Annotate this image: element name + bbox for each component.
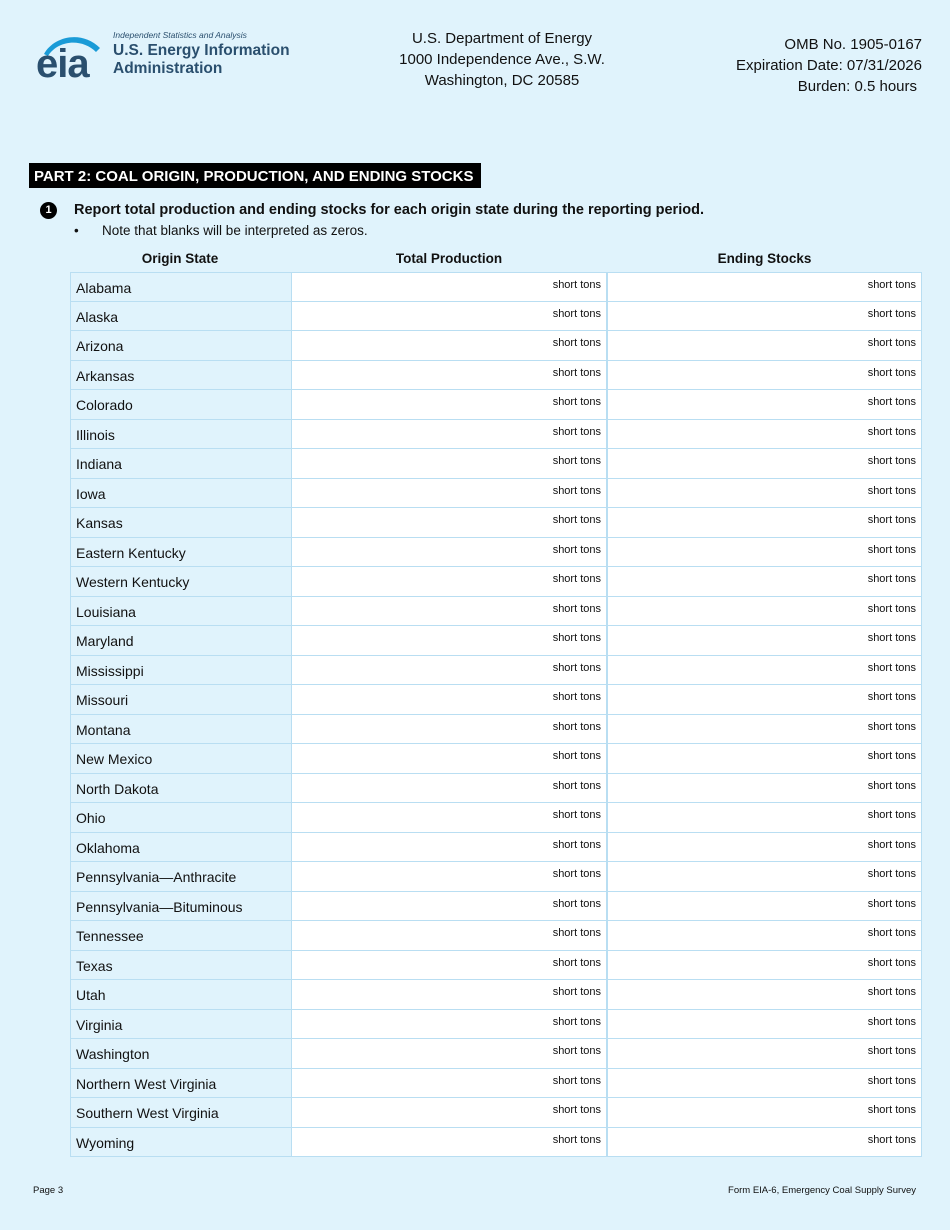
origin-state-label: Colorado <box>70 390 291 420</box>
unit-label: short tons <box>552 455 601 467</box>
ending-stocks-input[interactable] <box>607 715 922 745</box>
unit-label: short tons <box>867 396 916 408</box>
ending-stocks-input[interactable] <box>607 449 922 479</box>
ending-stocks-input[interactable] <box>607 302 922 332</box>
unit-label: short tons <box>552 897 601 910</box>
table-row <box>70 656 922 686</box>
unit-label: short tons <box>552 1074 601 1087</box>
table-row <box>70 862 922 892</box>
total-production-input[interactable] <box>291 685 607 715</box>
unit-label: short tons <box>552 337 601 349</box>
table-row <box>70 331 922 361</box>
ending-stocks-input[interactable] <box>607 420 922 450</box>
unit-label: short tons <box>552 868 601 880</box>
ending-stocks-input[interactable] <box>607 833 922 863</box>
unit-label: short tons <box>867 455 916 467</box>
ending-stocks-input[interactable] <box>607 1128 922 1158</box>
origin-state-label: Pennsylvania—Anthracite <box>70 862 291 892</box>
total-production-input[interactable] <box>291 390 607 420</box>
unit-label: short tons <box>552 514 601 526</box>
table-row <box>70 803 922 833</box>
unit-label: short tons <box>552 986 601 998</box>
ending-stocks-input[interactable] <box>607 951 922 981</box>
origin-state-label: Southern West Virginia <box>70 1098 291 1128</box>
form-name: Form EIA-6, Emergency Coal Supply Survey <box>728 1185 916 1196</box>
unit-label: short tons <box>552 720 601 733</box>
ending-stocks-input[interactable] <box>607 479 922 509</box>
unit-label: short tons <box>552 691 601 703</box>
address-line2: 1000 Independence Ave., S.W. <box>399 51 605 68</box>
total-production-input[interactable] <box>291 951 607 981</box>
table-row <box>70 597 922 627</box>
unit-label: short tons <box>867 720 916 733</box>
agency-address <box>352 28 652 91</box>
unit-label: short tons <box>552 779 601 792</box>
unit-label: short tons <box>867 366 916 379</box>
total-production-input[interactable] <box>291 774 607 804</box>
unit-label: short tons <box>552 1045 601 1057</box>
origin-state-label: Maryland <box>70 626 291 656</box>
table-row <box>70 715 922 745</box>
ending-stocks-input[interactable] <box>607 331 922 361</box>
table-row <box>70 951 922 981</box>
table-row <box>70 892 922 922</box>
ending-stocks-input[interactable] <box>607 538 922 568</box>
table-row <box>70 980 922 1010</box>
omb-number: OMB No. 1905-0167 <box>784 36 922 53</box>
logo-tagline: Independent Statistics and Analysis <box>113 30 247 40</box>
total-production-input[interactable] <box>291 508 607 538</box>
origin-state-label: Missouri <box>70 685 291 715</box>
total-production-input[interactable] <box>291 921 607 951</box>
eia-logo <box>36 28 306 86</box>
ending-stocks-input[interactable] <box>607 508 922 538</box>
bullet-icon: • <box>74 223 79 238</box>
ending-stocks-input[interactable] <box>607 1039 922 1069</box>
table-row <box>70 508 922 538</box>
total-production-input[interactable] <box>291 892 607 922</box>
unit-label: short tons <box>552 602 601 615</box>
total-production-input[interactable] <box>291 980 607 1010</box>
origin-state-label: Pennsylvania—Bituminous <box>70 892 291 922</box>
unit-label: short tons <box>552 279 601 291</box>
unit-label: short tons <box>552 750 601 762</box>
table-row <box>70 361 922 391</box>
table-row <box>70 921 922 951</box>
table-row <box>70 833 922 863</box>
unit-label: short tons <box>867 691 916 703</box>
origin-state-label: Montana <box>70 715 291 745</box>
ending-stocks-input[interactable] <box>607 685 922 715</box>
unit-label: short tons <box>867 1074 916 1087</box>
ending-stocks-input[interactable] <box>607 1010 922 1040</box>
table-row <box>70 479 922 509</box>
origin-state-label: Washington <box>70 1039 291 1069</box>
unit-label: short tons <box>867 1015 916 1028</box>
form-header <box>0 0 950 110</box>
total-production-input[interactable] <box>291 1010 607 1040</box>
table-row <box>70 302 922 332</box>
table-row <box>70 685 922 715</box>
total-production-input[interactable] <box>291 833 607 863</box>
total-production-input[interactable] <box>291 272 607 302</box>
unit-label: short tons <box>552 573 601 585</box>
unit-label: short tons <box>867 425 916 438</box>
unit-label: short tons <box>867 307 916 320</box>
address-line1: U.S. Department of Energy <box>411 30 593 47</box>
table-row <box>70 1069 922 1099</box>
origin-state-label: Arkansas <box>70 361 291 391</box>
unit-label: short tons <box>552 396 601 408</box>
unit-label: short tons <box>867 750 916 762</box>
origin-state-label: Mississippi <box>70 656 291 686</box>
expiration-date: Expiration Date: 07/31/2026 <box>736 57 922 74</box>
unit-label: short tons <box>552 632 601 644</box>
total-production-input[interactable] <box>291 567 607 597</box>
ending-stocks-input[interactable] <box>607 656 922 686</box>
unit-label: short tons <box>867 897 916 910</box>
unit-label: short tons <box>552 484 601 497</box>
total-production-input[interactable] <box>291 449 607 479</box>
question-note <box>74 223 368 238</box>
total-production-input[interactable] <box>291 862 607 892</box>
total-production-input[interactable] <box>291 744 607 774</box>
unit-label: short tons <box>552 661 601 674</box>
table-row <box>70 1039 922 1069</box>
origin-state-label: North Dakota <box>70 774 291 804</box>
logo-name-line1: U.S. Energy Information <box>113 42 290 59</box>
ending-stocks-input[interactable] <box>607 921 922 951</box>
unit-label: short tons <box>552 1104 601 1116</box>
unit-label: short tons <box>552 543 601 556</box>
ending-stocks-input[interactable] <box>607 744 922 774</box>
origin-state-label: New Mexico <box>70 744 291 774</box>
ending-stocks-input[interactable] <box>607 1098 922 1128</box>
omb-info <box>736 34 922 97</box>
total-production-input[interactable] <box>291 538 607 568</box>
column-header-ending-stocks: Ending Stocks <box>717 251 812 266</box>
unit-label: short tons <box>867 543 916 556</box>
page-number: Page 3 <box>33 1185 64 1196</box>
unit-label: short tons <box>552 838 601 851</box>
total-production-input[interactable] <box>291 656 607 686</box>
unit-label: short tons <box>867 1133 916 1146</box>
question-number-badge: 1 <box>40 202 57 219</box>
ending-stocks-input[interactable] <box>607 892 922 922</box>
origin-state-label: Alabama <box>70 272 291 302</box>
total-production-input[interactable] <box>291 626 607 656</box>
ending-stocks-input[interactable] <box>607 774 922 804</box>
unit-label: short tons <box>867 514 916 526</box>
total-production-input[interactable] <box>291 597 607 627</box>
ending-stocks-input[interactable] <box>607 361 922 391</box>
origin-state-label: Wyoming <box>70 1128 291 1158</box>
ending-stocks-input[interactable] <box>607 803 922 833</box>
table-row <box>70 390 922 420</box>
table-row <box>70 774 922 804</box>
total-production-input[interactable] <box>291 420 607 450</box>
ending-stocks-input[interactable] <box>607 626 922 656</box>
unit-label: short tons <box>867 279 916 291</box>
note-text: Note that blanks will be interpreted as zeros. <box>102 223 368 238</box>
table-row <box>70 538 922 568</box>
total-production-input[interactable] <box>291 715 607 745</box>
ending-stocks-input[interactable] <box>607 862 922 892</box>
table-row <box>70 420 922 450</box>
production-table <box>70 272 922 1157</box>
unit-label: short tons <box>867 484 916 497</box>
logo-name-line2: Administration <box>113 60 223 77</box>
origin-state-label: Texas <box>70 951 291 981</box>
total-production-input[interactable] <box>291 1069 607 1099</box>
origin-state-label: Ohio <box>70 803 291 833</box>
unit-label: short tons <box>867 868 916 880</box>
ending-stocks-input[interactable] <box>607 980 922 1010</box>
column-header-total-production: Total Production <box>395 251 503 266</box>
table-row <box>70 626 922 656</box>
table-row <box>70 1098 922 1128</box>
unit-label: short tons <box>867 986 916 998</box>
unit-label: short tons <box>552 425 601 438</box>
unit-label: short tons <box>867 838 916 851</box>
column-header-origin-state: Origin State <box>141 251 219 266</box>
unit-label: short tons <box>867 661 916 674</box>
table-row <box>70 567 922 597</box>
unit-label: short tons <box>552 927 601 939</box>
unit-label: short tons <box>552 1015 601 1028</box>
origin-state-label: Iowa <box>70 479 291 509</box>
total-production-input[interactable] <box>291 1098 607 1128</box>
unit-label: short tons <box>867 809 916 821</box>
ending-stocks-input[interactable] <box>607 567 922 597</box>
ending-stocks-input[interactable] <box>607 1069 922 1099</box>
unit-label: short tons <box>867 779 916 792</box>
logo-agency-name <box>113 42 290 78</box>
total-production-input[interactable] <box>291 479 607 509</box>
burden: Burden: 0.5 hours <box>797 78 917 95</box>
total-production-input[interactable] <box>291 361 607 391</box>
total-production-input[interactable] <box>291 1039 607 1069</box>
unit-label: short tons <box>867 1104 916 1116</box>
part-title: PART 2: COAL ORIGIN, PRODUCTION, AND ENDING STOCKS <box>29 163 481 188</box>
origin-state-label: Utah <box>70 980 291 1010</box>
total-production-input[interactable] <box>291 803 607 833</box>
unit-label: short tons <box>552 809 601 821</box>
unit-label: short tons <box>552 956 601 969</box>
ending-stocks-input[interactable] <box>607 597 922 627</box>
ending-stocks-input[interactable] <box>607 390 922 420</box>
table-row <box>70 272 922 302</box>
unit-label: short tons <box>867 956 916 969</box>
total-production-input[interactable] <box>291 1128 607 1158</box>
total-production-input[interactable] <box>291 331 607 361</box>
unit-label: short tons <box>867 573 916 585</box>
origin-state-label: Oklahoma <box>70 833 291 863</box>
origin-state-label: Kansas <box>70 508 291 538</box>
unit-label: short tons <box>552 1133 601 1146</box>
unit-label: short tons <box>552 366 601 379</box>
unit-label: short tons <box>867 602 916 615</box>
unit-label: short tons <box>867 632 916 644</box>
eia-wordmark: eia <box>36 42 89 86</box>
total-production-input[interactable] <box>291 302 607 332</box>
question-text: Report total production and ending stocks for each origin state during the reporting period. <box>74 202 704 218</box>
table-row <box>70 744 922 774</box>
origin-state-label: Louisiana <box>70 597 291 627</box>
address-line3: Washington, DC 20585 <box>424 72 580 89</box>
unit-label: short tons <box>867 927 916 939</box>
table-row <box>70 1128 922 1158</box>
origin-state-label: Eastern Kentucky <box>70 538 291 568</box>
ending-stocks-input[interactable] <box>607 272 922 302</box>
origin-state-label: Arizona <box>70 331 291 361</box>
origin-state-label: Tennessee <box>70 921 291 951</box>
unit-label: short tons <box>867 337 916 349</box>
origin-state-label: Virginia <box>70 1010 291 1040</box>
origin-state-label: Indiana <box>70 449 291 479</box>
unit-label: short tons <box>552 307 601 320</box>
origin-state-label: Northern West Virginia <box>70 1069 291 1099</box>
origin-state-label: Western Kentucky <box>70 567 291 597</box>
unit-label: short tons <box>867 1045 916 1057</box>
table-row <box>70 449 922 479</box>
origin-state-label: Illinois <box>70 420 291 450</box>
table-row <box>70 1010 922 1040</box>
origin-state-label: Alaska <box>70 302 291 332</box>
